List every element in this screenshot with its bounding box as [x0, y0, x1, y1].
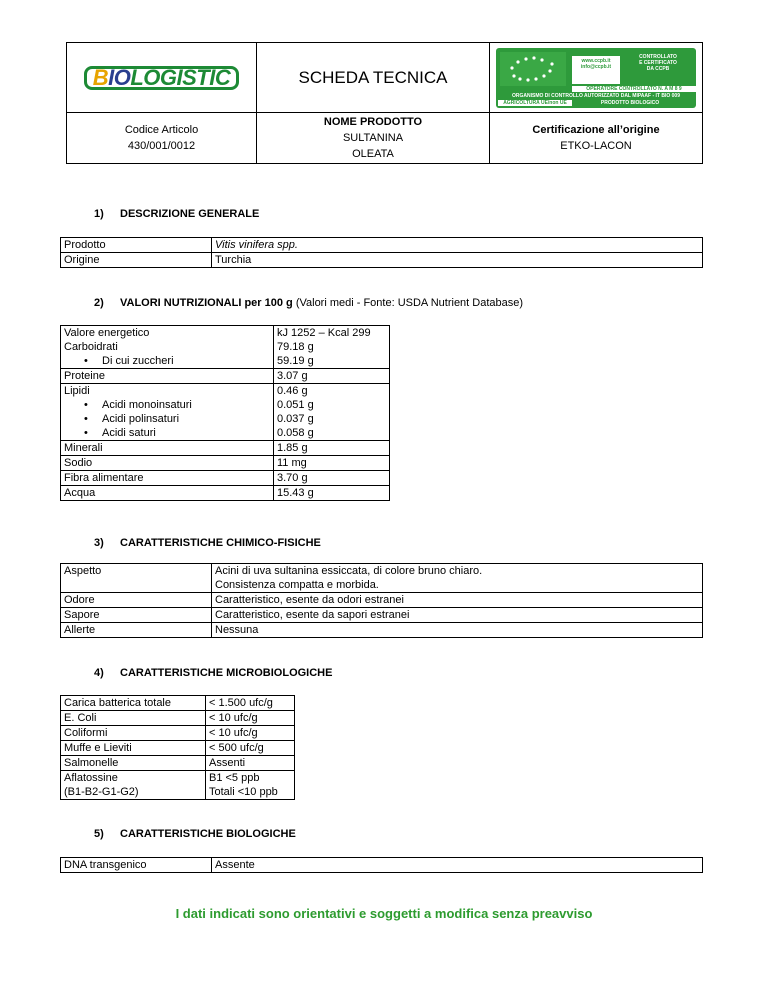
cert-cell — [490, 113, 702, 163]
micro-label: Carica batterica totale — [61, 696, 206, 711]
table-row — [61, 456, 390, 471]
nutrition-value: 11 mg — [274, 456, 390, 471]
product-name-label: NOME PRODOTTO — [323, 116, 423, 128]
micro-value: < 10 ufc/g — [206, 726, 295, 741]
table-row — [61, 369, 390, 384]
table-row — [61, 608, 703, 623]
micro-label: Coliformi — [61, 726, 206, 741]
section-3-title — [94, 537, 321, 549]
section-1-number: 1) — [94, 208, 104, 220]
table-row — [61, 253, 703, 268]
section-2-note: (Valori medi - Fonte: USDA Nutrient Database) — [292, 297, 524, 309]
table-row — [61, 441, 390, 456]
table-row — [61, 741, 295, 756]
nutrition-labels — [61, 326, 274, 369]
section-4-heading: CARATTERISTICHE MICROBIOLOGICHE — [120, 667, 333, 679]
gmo-value: Assente — [212, 858, 703, 873]
nutrition-value: 1.85 g — [274, 441, 390, 456]
table-row — [61, 486, 390, 501]
nutrition-value: 0.051 g — [277, 399, 314, 411]
nutrition-label: Fibra alimentare — [61, 471, 274, 486]
micro-label: E. Coli — [61, 711, 206, 726]
nutrition-value: 59.19 g — [277, 355, 314, 367]
micro-label — [61, 771, 206, 800]
nutrition-values — [274, 326, 390, 369]
table-row — [61, 238, 703, 253]
badge-organism: ORGANISMO DI CONTROLLO AUTORIZZATO DAL MIPAAF - IT BIO 009 — [512, 92, 680, 99]
aspect-value — [212, 564, 703, 593]
badge-controlled-1: CONTROLLATO — [639, 53, 677, 60]
table-row — [61, 858, 703, 873]
chemical-table — [60, 563, 703, 638]
taste-value: Caratteristico, esente da sapori estranei — [212, 608, 703, 623]
logo-letter-b: B — [92, 64, 109, 90]
section-1-heading: DESCRIZIONE GENERALE — [120, 208, 260, 220]
code-cell — [67, 113, 256, 163]
badge-prod: PRODOTTO BIOLOGICO — [600, 99, 660, 106]
odor-value: Caratteristico, esente da odori estranei — [212, 593, 703, 608]
header-table — [66, 42, 703, 164]
logo-letters-io: IO — [108, 64, 131, 90]
section-2-heading: VALORI NUTRIZIONALI per 100 g — [120, 297, 293, 309]
micro-value: < 1.500 ufc/g — [206, 696, 295, 711]
nutrition-value: 0.037 g — [277, 413, 314, 425]
nutrition-label: • Acidi polinsaturi — [64, 412, 270, 426]
page-title: SCHEDA TECNICA — [298, 67, 448, 87]
aflatoxin-b1-value: B1 <5 ppb — [209, 772, 260, 784]
micro-label: Salmonelle — [61, 756, 206, 771]
badge-controlled-2: E CERTIFICATO — [639, 59, 677, 66]
nutrition-value: 79.18 g — [277, 341, 314, 353]
aspect-value-line2: Consistenza compatta e morbida. — [215, 579, 379, 591]
nutrition-value: 0.46 g — [277, 385, 308, 397]
page-title-cell — [257, 43, 489, 112]
section-2-title — [94, 297, 523, 309]
product-value: Vitis vinifera spp. — [212, 238, 703, 253]
origin-label: Origine — [61, 253, 212, 268]
nutrition-value: 3.07 g — [277, 370, 308, 382]
nutrition-label: • Di cui zuccheri — [64, 354, 270, 368]
micro-label: Muffe e Lieviti — [61, 741, 206, 756]
nutrition-label: • Acidi saturi — [64, 426, 270, 440]
table-row — [61, 384, 390, 441]
taste-label: Sapore — [61, 608, 212, 623]
section-5-number: 5) — [94, 828, 104, 840]
table-row — [61, 593, 703, 608]
nutrition-value: 15.43 g — [274, 486, 390, 501]
nutrition-values — [274, 384, 390, 441]
allergy-value: Nessuna — [212, 623, 703, 638]
eu-organic-leaf-icon — [500, 52, 566, 86]
table-row — [61, 756, 295, 771]
aspect-label: Aspetto — [61, 564, 212, 593]
section-1-title — [94, 208, 259, 220]
nutrition-table — [60, 325, 390, 501]
badge-controlled-3: DA CCPB — [646, 65, 670, 72]
nutrition-value: kJ 1252 – Kcal 299 — [277, 327, 371, 339]
section-5-title — [94, 828, 296, 840]
section-4-number: 4) — [94, 667, 104, 679]
ccpb-organic-badge — [496, 48, 696, 108]
nutrition-labels — [61, 369, 274, 384]
nutrition-label: Minerali — [61, 441, 274, 456]
logo-cell — [67, 43, 256, 112]
biologistic-logo — [84, 66, 240, 90]
micro-value: Assenti — [206, 756, 295, 771]
table-row — [61, 471, 390, 486]
section-2-number: 2) — [94, 297, 104, 309]
aspect-value-line1: Acini di uva sultanina essiccata, di colore bruno chiaro. — [215, 565, 483, 577]
table-row — [61, 726, 295, 741]
product-name-cell — [257, 113, 489, 163]
disclaimer-footer: I dati indicati sono orientativi e soggetti a modifica senza preavviso — [175, 906, 593, 921]
table-row — [61, 623, 703, 638]
origin-value: Turchia — [212, 253, 703, 268]
micro-value: < 500 ufc/g — [206, 741, 295, 756]
bio-table — [60, 857, 703, 873]
nutrition-label: Carboidrati — [64, 341, 118, 353]
code-value: 430/001/0012 — [127, 140, 196, 152]
aflatoxin-total-value: Totali <10 ppb — [209, 786, 278, 798]
nutrition-labels — [61, 384, 274, 441]
nutrition-values — [274, 369, 390, 384]
allergy-label: Allerte — [61, 623, 212, 638]
cert-badge-cell — [490, 43, 702, 112]
aflatoxin-sublabel: (B1-B2-G1-G2) — [64, 786, 139, 798]
general-table — [60, 237, 703, 268]
nutrition-label: Lipidi — [64, 385, 90, 397]
badge-email: info@ccpb.it — [580, 63, 612, 70]
section-3-heading: CARATTERISTICHE CHIMICO-FISICHE — [120, 537, 321, 549]
cert-value: ETKO-LACON — [560, 140, 632, 152]
nutrition-value: 0.058 g — [277, 427, 314, 439]
product-name-line2: OLEATA — [352, 148, 394, 160]
table-row — [61, 326, 390, 369]
section-5-heading: CARATTERISTICHE BIOLOGICHE — [120, 828, 296, 840]
table-row — [61, 696, 295, 711]
product-label: Prodotto — [61, 238, 212, 253]
micro-table — [60, 695, 295, 800]
table-row — [61, 711, 295, 726]
micro-value — [206, 771, 295, 800]
nutrition-label: • Acidi monoinsaturi — [64, 398, 270, 412]
code-label: Codice Articolo — [124, 124, 199, 136]
badge-contacts — [572, 56, 620, 84]
cert-label: Certificazione all’origine — [532, 124, 660, 136]
section-3-number: 3) — [94, 537, 104, 549]
nutrition-label: Sodio — [61, 456, 274, 471]
nutrition-label: Acqua — [61, 486, 274, 501]
badge-www: www.ccpb.it — [581, 57, 611, 64]
badge-operator: OPERATORE CONTROLLATO N. A M 8 9 — [572, 86, 696, 92]
section-4-title — [94, 667, 332, 679]
gmo-label: DNA transgenico — [61, 858, 212, 873]
badge-agri: AGRICOLTURA UE/non UE — [498, 100, 572, 106]
aflatoxin-label: Aflatossine — [64, 772, 118, 784]
nutrition-label: Proteine — [64, 370, 105, 382]
product-name-line1: SULTANINA — [342, 132, 404, 144]
table-row — [61, 771, 295, 800]
badge-controlled — [624, 54, 692, 72]
table-row — [61, 564, 703, 593]
micro-value: < 10 ufc/g — [206, 711, 295, 726]
nutrition-value: 3.70 g — [274, 471, 390, 486]
logo-letters-rest: LOGISTIC — [130, 64, 231, 90]
odor-label: Odore — [61, 593, 212, 608]
nutrition-label: Valore energetico — [64, 327, 150, 339]
